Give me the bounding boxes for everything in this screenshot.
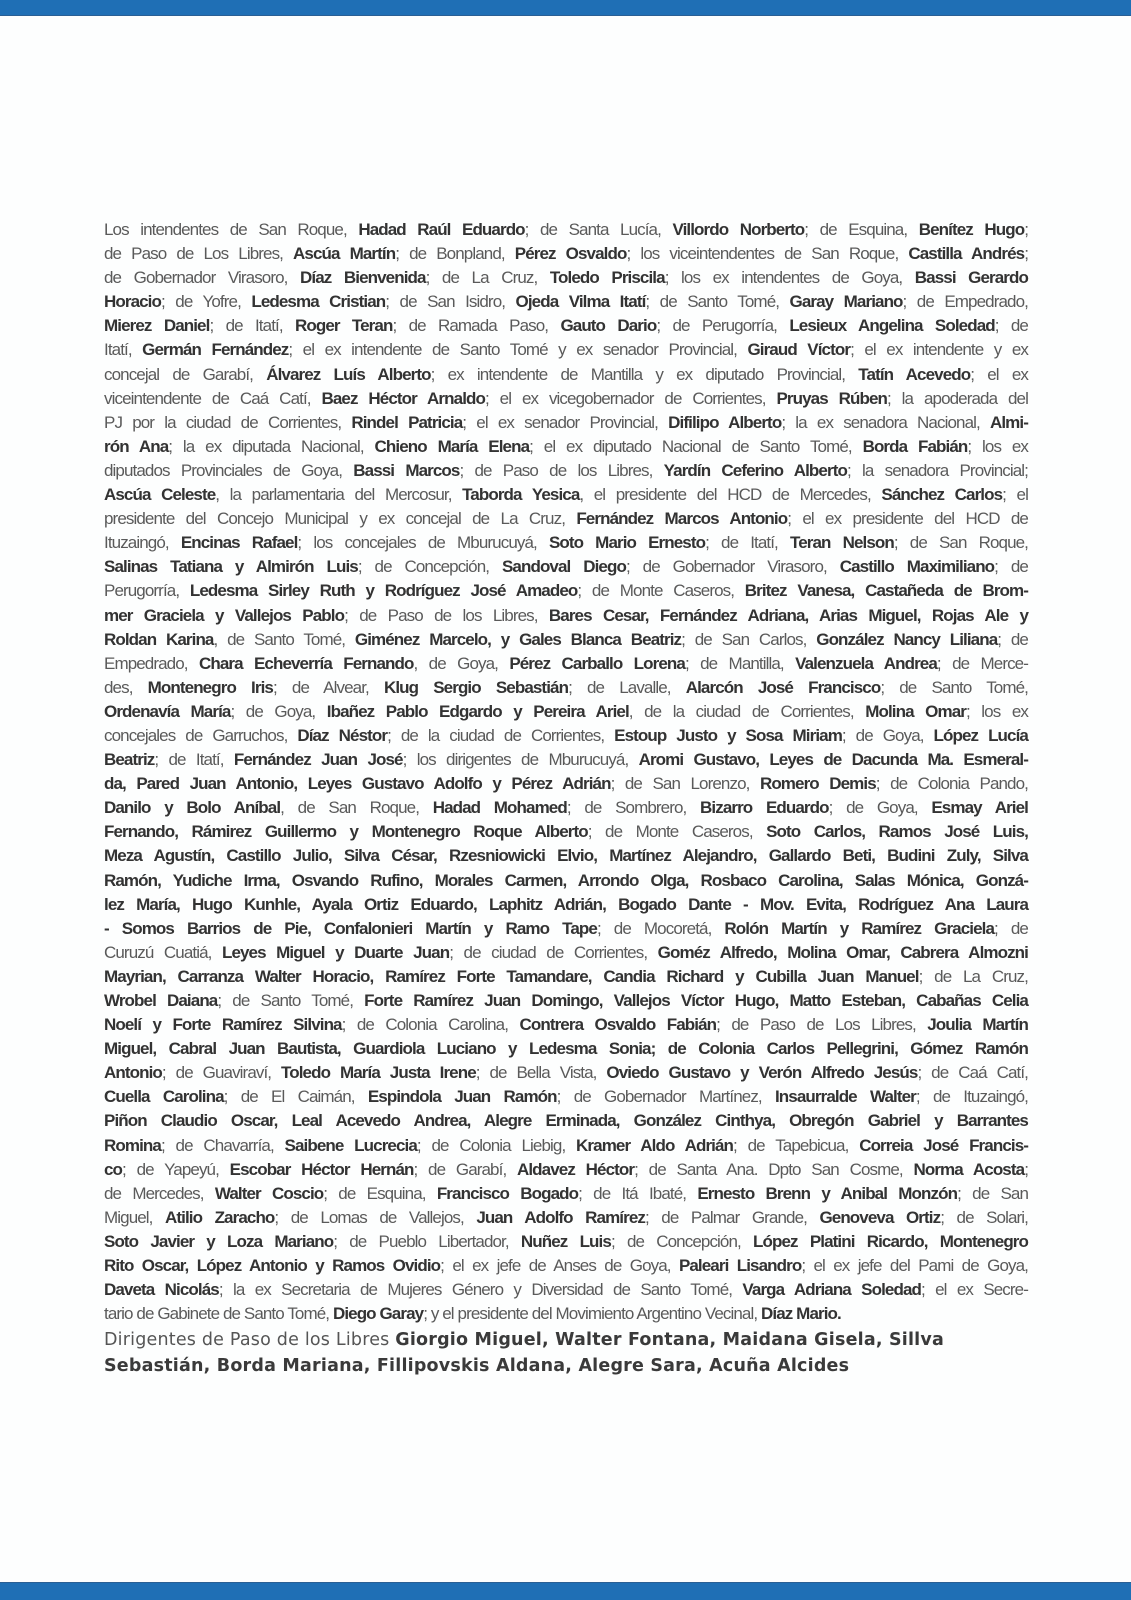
person-name: Varga Adriana Soledad xyxy=(742,1280,921,1300)
person-name: Chieno María Elena xyxy=(374,436,530,456)
text-segment: des, xyxy=(104,677,148,697)
text-segment: ; de Monte Caseros, xyxy=(587,822,767,842)
text-segment: ; la apoderada del xyxy=(887,388,1028,408)
text-line xyxy=(104,363,1028,387)
text-segment: ; el ex xyxy=(970,364,1028,384)
person-name: Ascúa Martín xyxy=(293,244,396,264)
person-name: López Platini Ricardo, Montenegro xyxy=(753,1231,1029,1251)
person-name: Fernando, Rámirez Guillermo y Montenegro Roque Alberto xyxy=(104,822,588,842)
text-segment: ; de Goya, xyxy=(230,701,327,721)
text-segment: ; los viceintendentes de San Roque, xyxy=(626,244,909,264)
text-segment: ; la ex diputada Nacional, xyxy=(168,436,375,456)
text-segment: ; de Gobernador Virasoro, xyxy=(625,557,840,577)
text-segment: ; de Yofre, xyxy=(161,292,252,312)
text-line xyxy=(104,917,1028,941)
person-name: Benítez Hugo xyxy=(918,220,1025,239)
person-name: Mierez Daniel xyxy=(104,316,210,336)
text-line xyxy=(104,989,1028,1013)
person-name: Daveta Nicolás xyxy=(104,1280,219,1300)
person-name: Escobar Héctor Hernán xyxy=(229,1159,414,1179)
text-segment: ; los ex intendentes de Goya, xyxy=(664,268,915,288)
text-segment: , de Santo Tomé, xyxy=(213,629,355,649)
person-name: Díaz Bienvenida xyxy=(300,268,426,288)
text-segment: ; de Sombrero, xyxy=(566,798,701,818)
text-line xyxy=(104,579,1028,603)
text-segment: ; de Santa Lucía, xyxy=(524,220,673,239)
person-name: Rito Oscar, López Antonio y Ramos Ovidio xyxy=(104,1256,441,1276)
text-segment: ; de La Cruz, xyxy=(425,268,550,288)
person-name: González Nancy Liliana xyxy=(816,629,998,649)
text-segment: ; de Caá Catí, xyxy=(917,1063,1028,1083)
text-segment: ; de La Cruz, xyxy=(918,966,1028,986)
text-segment: ; de Alvear, xyxy=(272,677,384,697)
person-name: Romina xyxy=(104,1135,161,1155)
person-name: Toledo María Justa Irene xyxy=(281,1063,476,1083)
text-segment: ; de Solari, xyxy=(940,1207,1029,1227)
text-line xyxy=(104,1278,1028,1302)
text-segment: ; de Perugorría, xyxy=(656,316,790,336)
text-segment: ; de Santo Tomé, xyxy=(217,991,365,1010)
person-name: Oviedo Gustavo y Verón Alfredo Jesús xyxy=(606,1063,918,1083)
person-name: Bassi Gerardo xyxy=(914,268,1028,288)
person-name: Roldan Karina xyxy=(104,629,214,649)
text-line xyxy=(104,772,1028,796)
text-segment: Itatí, xyxy=(104,340,143,360)
text-segment: ; de Santo Tomé, xyxy=(880,677,1028,697)
text-line xyxy=(104,748,1028,772)
person-name: Castillo Maximiliano xyxy=(839,557,995,577)
text-line xyxy=(104,1302,1028,1326)
text-segment: viceintendente de Caá Catí, xyxy=(104,388,322,408)
text-line xyxy=(104,676,1028,700)
person-name: Encinas Rafael xyxy=(180,533,298,553)
text-line xyxy=(104,869,1028,893)
person-name: Aldavez Héctor xyxy=(516,1159,635,1179)
person-name: Estoup Justo y Sosa Miriam xyxy=(614,725,842,745)
person-name: Cuella Carolina xyxy=(104,1087,224,1107)
text-segment: ; de Santo Tomé, xyxy=(645,292,790,312)
person-name: Yardín Ceferino Alberto xyxy=(663,460,847,480)
text-segment: ; de Bella Vista, xyxy=(475,1063,607,1083)
person-name: Insaurralde Walter xyxy=(774,1087,916,1107)
text-segment: ; de El Caimán, xyxy=(223,1087,368,1107)
text-segment: ; de Itá Ibaté, xyxy=(578,1183,698,1203)
text-segment: ; de San Lorenzo, xyxy=(610,774,760,794)
text-line xyxy=(104,387,1028,411)
person-name: Díaz Néstor xyxy=(297,725,388,745)
person-name: Pruyas Rúben xyxy=(776,388,887,408)
text-segment: diputados Provinciales de Goya, xyxy=(104,460,354,480)
text-segment: ; de Colonia Pando, xyxy=(875,774,1028,794)
person-name: Ojeda Vilma Itatí xyxy=(515,292,646,312)
text-line xyxy=(104,796,1028,820)
text-segment: ; de Mocoretá, xyxy=(596,918,725,938)
person-name: Difilipo Alberto xyxy=(668,412,782,432)
person-name: Kramer Aldo Adrián xyxy=(576,1135,734,1155)
text-segment: PJ por la ciudad de Corrientes, xyxy=(104,412,352,432)
text-segment: ; xyxy=(1024,1159,1029,1179)
text-segment: Dirigentes de Paso de los Libres xyxy=(104,1330,396,1351)
person-name: Nuñez Luis xyxy=(520,1231,611,1251)
person-name: Danilo y Bolo Aníbal xyxy=(104,798,281,818)
person-name: Ordenavía María xyxy=(104,701,231,721)
text-line xyxy=(104,338,1028,362)
person-name: Bassi Marcos xyxy=(353,460,460,480)
text-line xyxy=(104,628,1028,652)
text-segment: ; de Merce- xyxy=(936,653,1029,673)
person-name: Borda Fabián xyxy=(862,436,968,456)
person-name: Alarcón José Francisco xyxy=(685,677,881,697)
text-segment: , de la ciudad de Corrientes, xyxy=(628,701,866,721)
person-name: Horacio xyxy=(104,292,161,312)
person-name: Molina Omar xyxy=(865,701,966,721)
person-name: Hadad Raúl Eduardo xyxy=(358,220,525,239)
person-name: Atilio Zaracho xyxy=(165,1207,275,1227)
text-line xyxy=(104,893,1028,917)
person-name: Pérez Osvaldo xyxy=(514,244,627,264)
person-name: Fernández Marcos Antonio xyxy=(576,509,788,529)
person-name: da, Pared Juan Antonio, Leyes Gustavo Adolfo y Pérez Adrián xyxy=(104,774,611,794)
person-name: Díaz Mario. xyxy=(761,1304,841,1324)
text-line xyxy=(104,314,1028,338)
text-segment: ; el ex intendente y ex xyxy=(850,340,1028,360)
text-segment: Ituzaingó, xyxy=(104,533,181,553)
person-name: Leyes Miguel y Duarte Juan xyxy=(221,942,450,962)
text-line xyxy=(104,844,1028,868)
text-line xyxy=(104,820,1028,844)
text-line xyxy=(104,435,1028,459)
person-name: Teran Nelson xyxy=(789,533,894,553)
text-segment: ; el ex Secre- xyxy=(921,1280,1028,1300)
text-segment: de Paso de Los Libres, xyxy=(104,244,294,264)
text-segment: ; de Ramada Paso, xyxy=(392,316,561,336)
text-segment: presidente del Concejo Municipal y ex concejal de La Cruz, xyxy=(104,509,577,529)
text-line xyxy=(104,218,1028,242)
text-line xyxy=(104,941,1028,965)
text-line xyxy=(104,1109,1028,1133)
person-name: Salinas Tatiana y Almirón Luis xyxy=(104,557,358,577)
person-name: Ibañez Pablo Edgardo y Pereira Ariel xyxy=(326,701,629,721)
text-line xyxy=(104,1254,1028,1278)
text-line xyxy=(104,1037,1028,1061)
text-segment: ; de Itatí, xyxy=(154,750,234,770)
person-name: Goméz Alfredo, Molina Omar, Cabrera Almozni xyxy=(657,942,1028,962)
person-name: Britez Vanesa, Castañeda de Brom- xyxy=(744,581,1029,601)
text-segment: ; de Colonia Liebig, xyxy=(416,1135,577,1155)
person-name: Norma Acosta xyxy=(913,1159,1025,1179)
text-line xyxy=(104,483,1028,507)
text-segment: ; de Garabí, xyxy=(413,1159,517,1179)
person-name: Noelí y Forte Ramírez Silvina xyxy=(104,1015,342,1035)
person-name: Piñon Claudio Oscar, Leal Acevedo Andrea, Alegre Erminada, González Cinthya, Obregón Gabriel y Barrantes xyxy=(104,1111,1028,1131)
text-segment: ; el xyxy=(1002,485,1028,505)
text-line xyxy=(104,604,1028,628)
text-segment: ; de xyxy=(997,629,1028,649)
person-name: López Lucía xyxy=(933,725,1028,745)
text-line xyxy=(104,1158,1028,1182)
person-name: rón Ana xyxy=(104,436,169,456)
person-name: Rolón Martín y Ramírez Graciela xyxy=(724,918,995,938)
text-segment: ; la ex senadora Nacional, xyxy=(781,412,990,432)
text-segment: ; de Tapebicua, xyxy=(733,1135,860,1155)
person-name: Wrobel Daiana xyxy=(104,991,218,1010)
text-line xyxy=(104,700,1028,724)
text-segment: ; el ex presidente del HCD de xyxy=(787,509,1028,529)
text-segment: ; de Itatí, xyxy=(209,316,295,336)
person-name: Montenegro Iris xyxy=(147,677,273,697)
text-segment: , de Goya, xyxy=(413,653,510,673)
text-segment: ; el ex senador Provincial, xyxy=(462,412,669,432)
text-segment: ; de Pueblo Libertador, xyxy=(333,1231,521,1251)
person-name: Pérez Carballo Lorena xyxy=(509,653,685,673)
text-segment: Los intendentes de San Roque, xyxy=(104,220,359,239)
text-segment: ; la ex Secretaria de Mujeres Género y Diversidad de Santo Tomé, xyxy=(218,1280,743,1300)
text-segment: ; de Concepción, xyxy=(357,557,502,577)
text-segment: ; de Goya, xyxy=(841,725,934,745)
text-segment: ; de Concepción, xyxy=(610,1231,754,1251)
person-name: Antonio xyxy=(104,1063,162,1083)
text-line xyxy=(104,724,1028,748)
text-segment: ; de Paso de los Libres, xyxy=(459,460,664,480)
person-name: Álvarez Luís Alberto xyxy=(266,364,431,384)
person-name: Soto Carlos, Ramos José Luis, xyxy=(766,822,1028,842)
text-segment: de Gobernador Virasoro, xyxy=(104,268,301,288)
person-name: Almi- xyxy=(989,412,1028,432)
text-line xyxy=(104,531,1028,555)
text-line xyxy=(104,290,1028,314)
addendum-paragraph xyxy=(104,1327,1028,1379)
text-segment: ; de Goya, xyxy=(828,798,932,818)
text-segment: ; de Esquina, xyxy=(804,220,919,239)
text-line xyxy=(104,1230,1028,1254)
text-segment: ; de xyxy=(994,918,1028,938)
text-segment: ; el ex intendente de Santo Tomé y ex senador Provincial, xyxy=(288,340,748,360)
person-name: Bizarro Eduardo xyxy=(700,798,829,818)
person-name: Miguel, Cabral Juan Bautista, Guardiola Luciano y Ledesma Sonia; de Colonia Carlos Pellegrini, Gómez Ramón xyxy=(104,1039,1028,1059)
text-segment: ; de xyxy=(994,316,1028,336)
text-line xyxy=(104,1134,1028,1158)
person-name: Beatriz xyxy=(104,750,155,770)
text-segment: Perugorría, xyxy=(104,581,190,601)
text-segment: concejales de Garruchos, xyxy=(104,725,298,745)
text-segment: Curuzú Cuatiá, xyxy=(104,942,222,962)
text-segment: ; de Empedrado, xyxy=(902,292,1028,312)
person-name: Germán Fernández xyxy=(142,340,289,360)
text-segment: ; xyxy=(1024,220,1029,239)
text-segment: ; de Yapeyú, xyxy=(122,1159,230,1179)
person-name: Chara Echeverría Fernando xyxy=(198,653,414,673)
text-segment: ; de San xyxy=(957,1183,1029,1203)
text-line xyxy=(104,459,1028,483)
person-name: Contrera Osvaldo Fabián xyxy=(519,1015,717,1035)
text-segment: ; de Bonpland, xyxy=(395,244,515,264)
person-name: Diego Garay xyxy=(332,1304,424,1324)
text-segment: ; de San Isidro, xyxy=(385,292,516,312)
person-name: Ernesto Brenn y Anibal Monzón xyxy=(697,1183,958,1203)
text-segment: ; de Gobernador Martínez, xyxy=(556,1087,775,1107)
person-name: - Somos Barrios de Pie, Confalonieri Martín y Ramo Tape xyxy=(104,918,597,938)
person-name: Romero Demis xyxy=(759,774,876,794)
text-segment: ; de ciudad de Corrientes, xyxy=(449,942,658,962)
text-segment: , de San Roque, xyxy=(280,798,433,818)
bottom-accent-bar xyxy=(0,1582,1131,1600)
person-name: Soto Javier y Loza Mariano xyxy=(104,1231,334,1251)
text-segment: ; la senadora Provincial; xyxy=(846,460,1029,480)
person-name: Giorgio Miguel, Walter Fontana, Maidana Gisela, Sillva xyxy=(395,1330,944,1351)
person-name: Ledesma Cristian xyxy=(251,292,386,312)
person-name: Espindola Juan Ramón xyxy=(367,1087,557,1107)
text-line xyxy=(104,1327,1028,1353)
text-segment: ; el ex vicegobernador de Corrientes, xyxy=(484,388,777,408)
person-name: Toledo Priscila xyxy=(549,268,665,288)
person-name: Mayrian, Carranza Walter Horacio, Ramírez Forte Tamandare, Candia Richard y Cubilla Juan Manuel xyxy=(104,966,919,986)
person-name: Lesieux Angelina Soledad xyxy=(789,316,995,336)
text-segment: ; de Mantilla, xyxy=(684,653,796,673)
text-segment: ; de Monte Caseros, xyxy=(577,581,745,601)
person-name: Forte Ramírez Juan Domingo, Vallejos Víctor Hugo, Matto Esteban, Cabañas Celia xyxy=(364,991,1028,1010)
text-segment: ; de Itatí, xyxy=(705,533,790,553)
person-name: Garay Mariano xyxy=(789,292,903,312)
text-segment: ; de Paso de los Libres, xyxy=(344,605,549,625)
text-segment: ; y el presidente del Movimiento Argentino Vecinal, xyxy=(423,1304,761,1324)
text-segment: ; de Colonia Carolina, xyxy=(341,1015,520,1035)
text-line xyxy=(104,1353,1028,1379)
person-name: Saibene Lucrecia xyxy=(284,1135,417,1155)
text-segment: Empedrado, xyxy=(104,653,199,673)
text-segment: , el presidente del HCD de Mercedes, xyxy=(579,485,882,505)
text-line xyxy=(104,652,1028,676)
text-segment: ; el ex jefe de Anses de Goya, xyxy=(440,1256,679,1276)
text-segment: concejal de Garabí, xyxy=(104,364,267,384)
text-segment: ; el ex jefe del Pami de Goya, xyxy=(801,1256,1028,1276)
person-name: Walter Coscio xyxy=(214,1183,324,1203)
person-name: Sebastián, Borda Mariana, Fillipovskis Aldana, Alegre Sara, Acuña Alcides xyxy=(104,1356,850,1377)
person-name: Meza Agustín, Castillo Julio, Silva César, Rzesniowicki Elvio, Martínez Alejandro, Gallardo Beti, Budini Zuly, Silva xyxy=(104,846,1028,866)
text-segment: ; de Palmar Grande, xyxy=(644,1207,820,1227)
text-line xyxy=(104,1206,1028,1230)
article-body xyxy=(104,218,1028,1379)
text-segment: ; los ex xyxy=(965,701,1028,721)
text-segment: , la parlamentaria del Mercosur, xyxy=(215,485,463,505)
person-name: Genoveva Ortiz xyxy=(819,1207,941,1227)
person-name: Castilla Andrés xyxy=(908,244,1025,264)
person-name: Ledesma Sirley Ruth y Rodríguez José Amadeo xyxy=(189,581,578,601)
person-name: Esmay Ariel xyxy=(931,798,1028,818)
text-line xyxy=(104,266,1028,290)
text-segment: ; de xyxy=(994,557,1028,577)
person-name: Gauto Dario xyxy=(560,316,657,336)
text-segment: ; de Paso de Los Libres, xyxy=(716,1015,928,1035)
text-line xyxy=(104,507,1028,531)
person-name: lez María, Hugo Kunhle, Ayala Ortiz Eduardo, Laphitz Adrián, Bogado Dante - Mov. Evita, Rodríguez Ana Laura xyxy=(104,894,1028,914)
person-name: Klug Sergio Sebastián xyxy=(383,677,569,697)
person-name: Sandoval Diego xyxy=(501,557,626,577)
text-segment: ; los ex xyxy=(967,436,1029,456)
person-name: Rindel Patricia xyxy=(351,412,463,432)
text-segment: Miguel, xyxy=(104,1207,165,1227)
person-name: Juan Adolfo Ramírez xyxy=(476,1207,645,1227)
person-name: Roger Teran xyxy=(294,316,393,336)
text-line xyxy=(104,555,1028,579)
text-segment: ; de Santa Ana. Dpto San Cosme, xyxy=(634,1159,914,1179)
text-segment: ; los dirigentes de Mburucuyá, xyxy=(402,750,639,770)
text-segment: ; de Guaviraví, xyxy=(161,1063,282,1083)
person-name: Baez Héctor Arnaldo xyxy=(321,388,485,408)
text-segment: ; de Chavarría, xyxy=(160,1135,285,1155)
person-name: Ramón, Yudiche Irma, Osvando Rufino, Morales Carmen, Arrondo Olga, Rosbaco Carolina, Salas Mónica, Gonzá- xyxy=(104,870,1028,890)
person-name: Francisco Bogado xyxy=(436,1183,579,1203)
person-name: co xyxy=(104,1159,123,1179)
person-name: Giménez Marcelo, y Gales Blanca Beatriz xyxy=(354,629,682,649)
text-segment: ; de San Roque, xyxy=(893,533,1029,553)
text-line xyxy=(104,965,1028,989)
text-segment: ; el ex diputado Nacional de Santo Tomé, xyxy=(529,436,863,456)
text-segment: de Mercedes, xyxy=(104,1183,215,1203)
names-paragraph xyxy=(104,218,1028,1326)
text-line xyxy=(104,411,1028,435)
person-name: Bares Cesar, Fernández Adriana, Arias Miguel, Rojas Ale y xyxy=(548,605,1029,625)
person-name: Joulia Martín xyxy=(927,1015,1028,1035)
text-segment: ; los concejales de Mburucuyá, xyxy=(297,533,549,553)
text-segment: ; de Lomas de Vallejos, xyxy=(274,1207,477,1227)
person-name: Correia José Francis- xyxy=(859,1135,1029,1155)
text-segment: ; de la ciudad de Corrientes, xyxy=(387,725,615,745)
text-segment: ; de Ituzaingó, xyxy=(915,1087,1028,1107)
person-name: Sánchez Carlos xyxy=(881,485,1003,505)
top-accent-bar xyxy=(0,0,1131,16)
text-segment: tario de Gabinete de Santo Tomé, xyxy=(104,1304,333,1324)
text-segment: ; de Lavalle, xyxy=(568,677,686,697)
person-name: Fernández Juan José xyxy=(233,750,403,770)
person-name: Soto Mario Ernesto xyxy=(548,533,706,553)
text-segment: ; xyxy=(1024,244,1029,264)
person-name: Paleari Lisandro xyxy=(678,1256,802,1276)
person-name: Hadad Mohamed xyxy=(432,798,567,818)
person-name: Giraud Víctor xyxy=(747,340,851,360)
text-line xyxy=(104,242,1028,266)
text-segment: ; de San Carlos, xyxy=(681,629,817,649)
person-name: Villordo Norberto xyxy=(672,220,805,239)
person-name: Valenzuela Andrea xyxy=(795,653,937,673)
text-line xyxy=(104,1061,1028,1085)
person-name: Ascúa Celeste xyxy=(104,485,216,505)
text-line xyxy=(104,1013,1028,1037)
person-name: Tatín Acevedo xyxy=(858,364,971,384)
person-name: Taborda Yesica xyxy=(462,485,580,505)
person-name: Aromi Gustavo, Leyes de Dacunda Ma. Esmeral- xyxy=(638,750,1028,770)
text-line xyxy=(104,1182,1028,1206)
person-name: mer Graciela y Vallejos Pablo xyxy=(104,605,345,625)
text-segment: ; ex intendente de Mantilla y ex diputado Provincial, xyxy=(430,364,859,384)
text-segment: ; de Esquina, xyxy=(323,1183,437,1203)
text-line xyxy=(104,1085,1028,1109)
